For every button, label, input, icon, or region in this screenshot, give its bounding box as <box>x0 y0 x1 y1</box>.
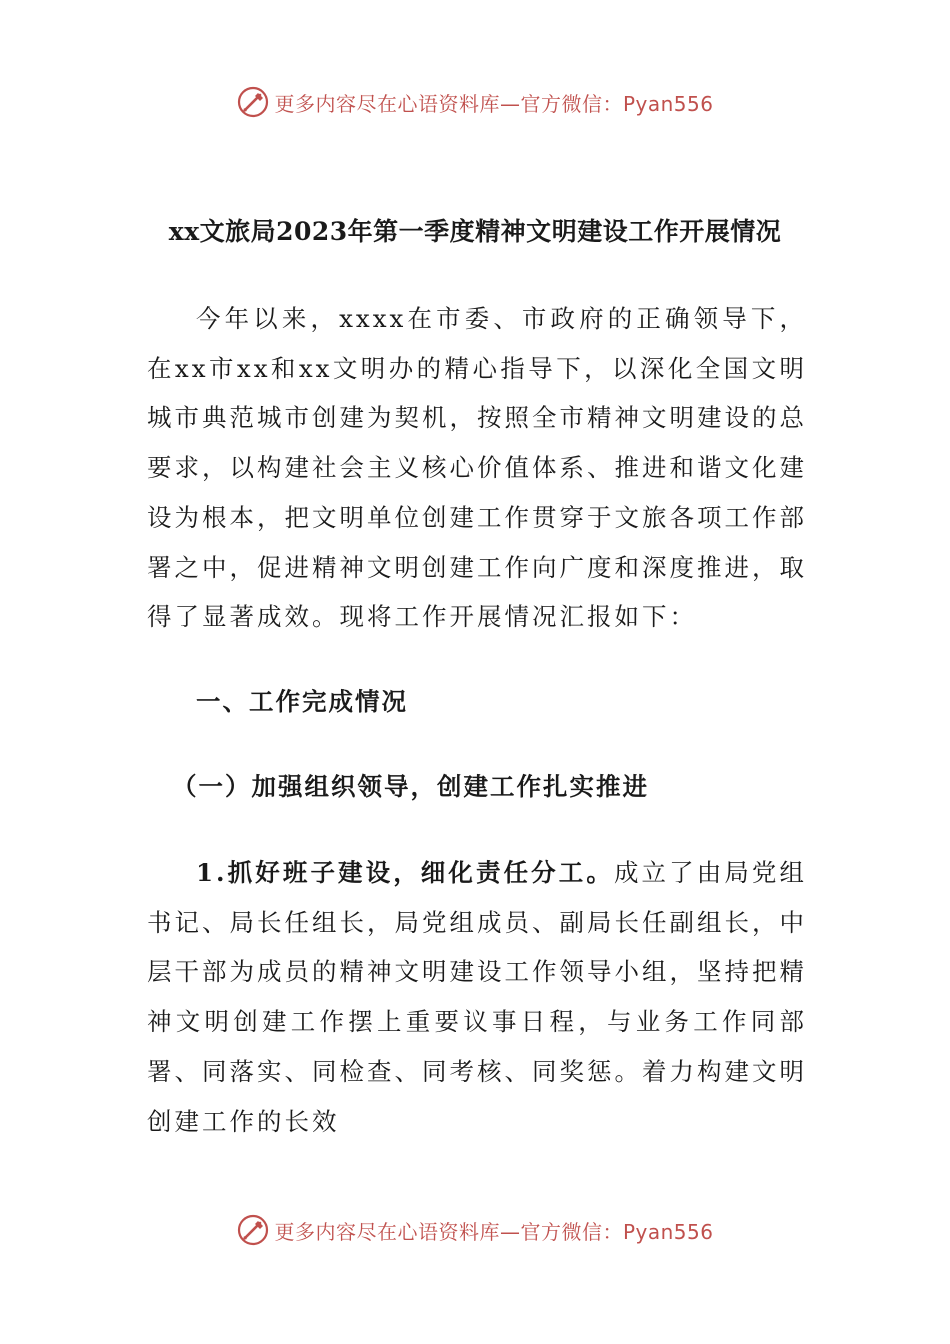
watermark-text: 更多内容尽在心语资料库—官方微信：Pyan556 <box>274 91 714 116</box>
document-title: xx文旅局2023年第一季度精神文明建设工作开展情况 <box>168 217 782 246</box>
watermark-text: 更多内容尽在心语资料库—官方微信：Pyan556 <box>274 1219 714 1244</box>
watermark-header <box>0 82 950 122</box>
pen-logo-icon <box>236 1213 270 1247</box>
watermark-footer <box>0 1210 950 1250</box>
intro-paragraph: 今年以来，xxxx在市委、市政府的正确领导下，在xx市xx和xx文明办的精心指导下，以深化全国文明城市典范城市创建为契机，按照全市精神文明建设的总要求，以构建社会主义核心价值体系、推进和谐文化建设为根本，把文明单位创建工作贯穿于文旅各项工作部署之中，促进精神文明创建工作向广度和深度推进，取得了显著成效。现将工作开展情况汇报如下： <box>147 304 807 632</box>
item-body: 成立了由局党组书记、局长任组长，局党组成员、副局长任副组长，中层干部为成员的精神文明建设工作领导小组，坚持把精神文明创建工作摆上重要议事日程，与业务工作同部署、同落实、同检查、同考核、同奖惩。着力构建文明创建工作的长效 <box>147 858 808 1136</box>
item-paragraph <box>147 848 807 1146</box>
pen-logo-icon <box>236 85 270 119</box>
subsection-heading: （一）加强组织领导，创建工作扎实推进 <box>172 772 649 801</box>
section-heading: 一、工作完成情况 <box>196 687 408 716</box>
item-lead: 1.抓好班子建设，细化责任分工。 <box>196 858 614 887</box>
